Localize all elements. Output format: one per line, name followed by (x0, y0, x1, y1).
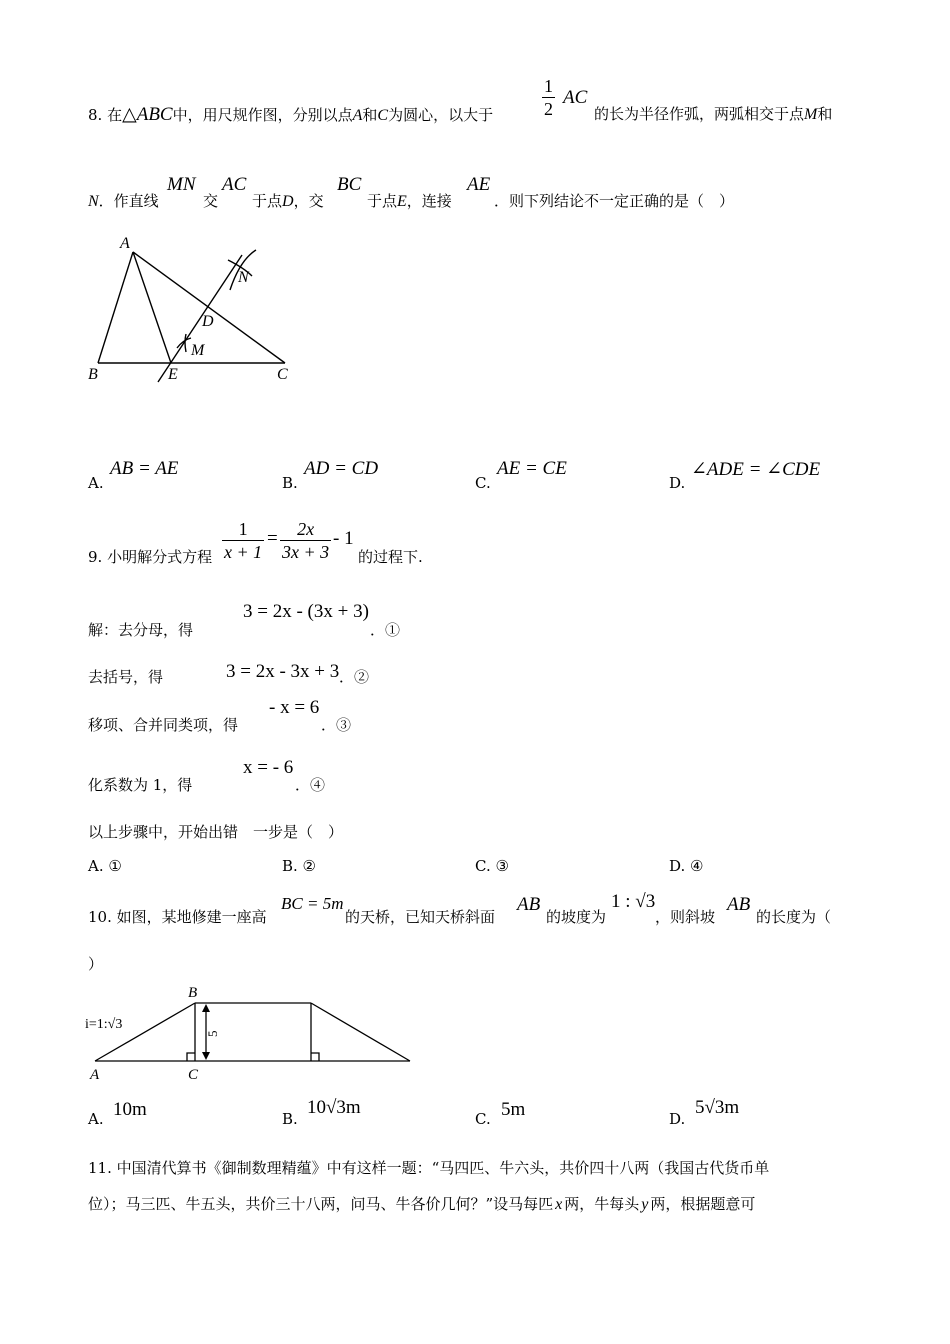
q8-option-c[interactable]: AE = CE (497, 458, 567, 479)
q10-option-c-label[interactable]: C. (475, 1110, 491, 1128)
q8-line1-end: 的长为半径作弧，两弧相交于点M和 (594, 105, 833, 123)
q8-number: 8. (88, 106, 103, 124)
q10-option-b-label[interactable]: B. (282, 1110, 298, 1128)
q10-option-a-label[interactable]: A. (88, 1110, 104, 1128)
slope-label: i=1:√3 (85, 1017, 123, 1032)
triangle-abc: △ABC (122, 104, 173, 125)
q9-step-2-expr: 3 = 2x - 3x + 3 (226, 661, 340, 682)
label-m: M (191, 342, 205, 359)
label-b: B (188, 985, 198, 1001)
segment-ac (133, 252, 285, 363)
q10-prefix: 10. 如图，某地修建一座高 (88, 908, 267, 926)
q9-fraction-1: $\frac{1}{x + 1}$ (224, 519, 263, 562)
label-d: D (202, 313, 214, 330)
label-a: A (90, 1067, 100, 1083)
q9-option-a[interactable]: A. ① (88, 857, 122, 875)
q8-line1: 8. 在△ABC中，用尺规作图，分别以点A和C为圆心，以大于 (88, 104, 494, 125)
q10-option-c[interactable]: 5m (501, 1099, 526, 1120)
q9-step-1-label: 解：去分母，得 (88, 621, 194, 639)
q8-option-d[interactable]: ∠ADE = ∠CDE (691, 459, 821, 480)
q9-option-c[interactable]: C. ③ (475, 857, 509, 875)
q8-option-b-label[interactable]: B. (282, 474, 298, 492)
half-ac: AC (563, 87, 588, 108)
label-n: N (238, 269, 249, 286)
arrow-down-icon (202, 1052, 210, 1060)
q10-option-a[interactable]: 10m (113, 1099, 147, 1120)
label-c: C (277, 366, 288, 383)
q9-step-2-label: 去括号，得 (88, 668, 164, 686)
q10-option-d[interactable]: 5√3m (695, 1097, 740, 1118)
q9-step-4-expr: x = - 6 (243, 757, 294, 778)
q9-fraction-2: $\frac{2x}{3x + 3}$ (282, 519, 330, 562)
q8-line2: N．作直线 (88, 192, 159, 210)
right-angle-right (311, 1053, 319, 1061)
q9-step-3-expr: - x = 6 (269, 697, 320, 718)
q10-slope: 1 : √3 (611, 891, 656, 912)
q9-question: 以上步骤中，开始出错 一步是（ ） (88, 823, 344, 841)
arrow-up-icon (202, 1004, 210, 1012)
label-a: A (120, 235, 130, 252)
q8-option-b[interactable]: AD = CD (304, 458, 379, 479)
q9-step-4-label: 化系数为 1，得 (88, 776, 193, 794)
segment-ae (133, 252, 171, 363)
q8-option-a-label[interactable]: A. (88, 474, 104, 492)
q8-geometry-figure (80, 230, 310, 390)
slope-right (311, 1003, 410, 1061)
segment-ab (98, 252, 133, 363)
q10-bc-eq: BC = 5m (281, 894, 344, 913)
q10-bridge-figure (85, 982, 415, 1084)
q8-option-a[interactable]: AB = AE (110, 458, 179, 479)
height-label: 5 (205, 1030, 220, 1037)
q9-option-d[interactable]: D. ④ (669, 857, 704, 875)
q9-step-1-expr: 3 = 2x - (3x + 3) (243, 601, 369, 622)
q11-line2: 位）；马三匹、牛五头，共价三十八两，问马、牛各价几何？”设马每匹 x 两，牛每头 y 两，根据题意可 (88, 1195, 756, 1213)
q10-option-d-label[interactable]: D. (669, 1110, 686, 1128)
q9-prefix: 9. 小明解分式方程 (88, 548, 213, 566)
arc-m-2 (185, 334, 186, 352)
label-b: B (88, 366, 98, 383)
q10-option-b[interactable]: 10√3m (307, 1097, 361, 1118)
q9-option-b[interactable]: B. ② (282, 857, 317, 875)
slope-ab (95, 1003, 195, 1061)
label-c: C (188, 1067, 199, 1083)
right-angle-c (187, 1053, 195, 1061)
q8-option-c-label[interactable]: C. (475, 474, 491, 492)
half-fraction: $\frac{1}{2}$ (544, 76, 553, 119)
q11-line1: 11. 中国清代算书《御制数理精蕴》中有这样一题：“马四匹、牛六头，共价四十八两（我国古代货币单 (88, 1159, 770, 1177)
q9-step-3-label: 移项、合并同类项，得 (88, 716, 239, 734)
q8-option-d-label[interactable]: D. (669, 474, 686, 492)
label-e: E (168, 366, 178, 383)
